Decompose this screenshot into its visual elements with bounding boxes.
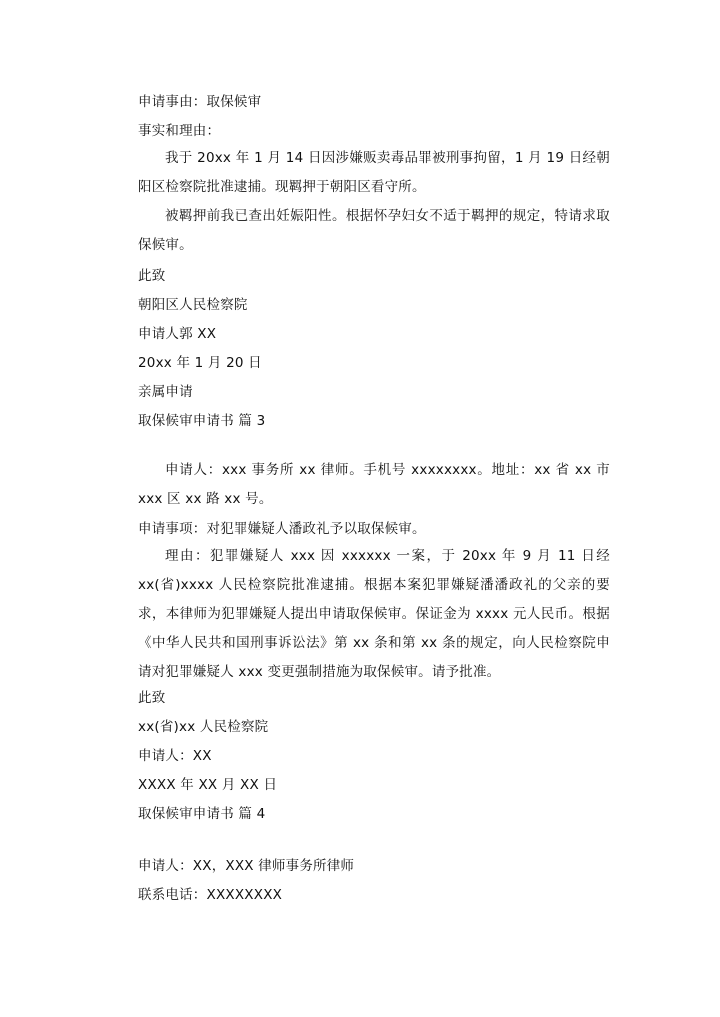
facts-paragraph-2: 被羁押前我已查出妊娠阳性。根据怀孕妇女不适于羁押的规定，特请求取保候审。: [138, 208, 610, 253]
phone-4: 联系电话：XXXXXXXX: [138, 887, 283, 903]
recipient: 朝阳区人民检察院: [138, 297, 248, 313]
applicant-paragraph: 申请人：xxx 事务所 xx 律师。手机号 xxxxxxxx。地址：xx 省 xx 市 xxx 区 xx 路 xx 号。: [138, 462, 610, 507]
section-title-4: 取保候审申请书 篇 4: [138, 806, 266, 822]
section-title-3: 取保候审申请书 篇 3: [138, 413, 266, 429]
recipient-3: xx(省)xx 人民检察院: [138, 719, 269, 735]
closing-salutation: 此致: [138, 268, 166, 284]
facts-paragraph-1: 我于 20xx 年 1 月 14 日因涉嫌贩卖毒品罪被刑事拘留，1 月 19 日经朝阳区检察院批准逮捕。现羁押于朝阳区看守所。: [138, 150, 610, 195]
applicant-relation: 亲属申请: [138, 384, 193, 400]
applicant-signature: 申请人郭 XX: [138, 326, 217, 342]
signature-date: 20xx 年 1 月 20 日: [138, 355, 262, 371]
signature-date-3: XXXX 年 XX 月 XX 日: [138, 777, 278, 793]
facts-heading: 事实和理由：: [138, 123, 221, 139]
application-matter: 申请事项：对犯罪嫌疑人潘政礼予以取保候审。: [138, 521, 426, 537]
application-reason: 申请事由：取保候审: [138, 94, 262, 110]
reason-paragraph: 理由：犯罪嫌疑人 xxx 因 xxxxxx 一案，于 20xx 年 9 月 11 日经 xx(省)xxxx 人民检察院批准逮捕。根据本案犯罪嫌疑潘潘政礼的父亲的要求，本律师为犯罪嫌疑人提出申请取保候审。保证金为 xxxx 元人民币。根据《中华人民共和国刑事诉讼法》第 xx 条和第 xx 条的规定，向人民检察院申请对犯罪嫌疑人 xxx 变更强制措施为取保候审。请予批准。: [138, 548, 610, 680]
closing-salutation-3: 此致: [138, 690, 166, 706]
applicant-4: 申请人：XX，XXX 律师事务所律师: [138, 858, 355, 874]
applicant-signature-3: 申请人：XX: [138, 748, 212, 764]
